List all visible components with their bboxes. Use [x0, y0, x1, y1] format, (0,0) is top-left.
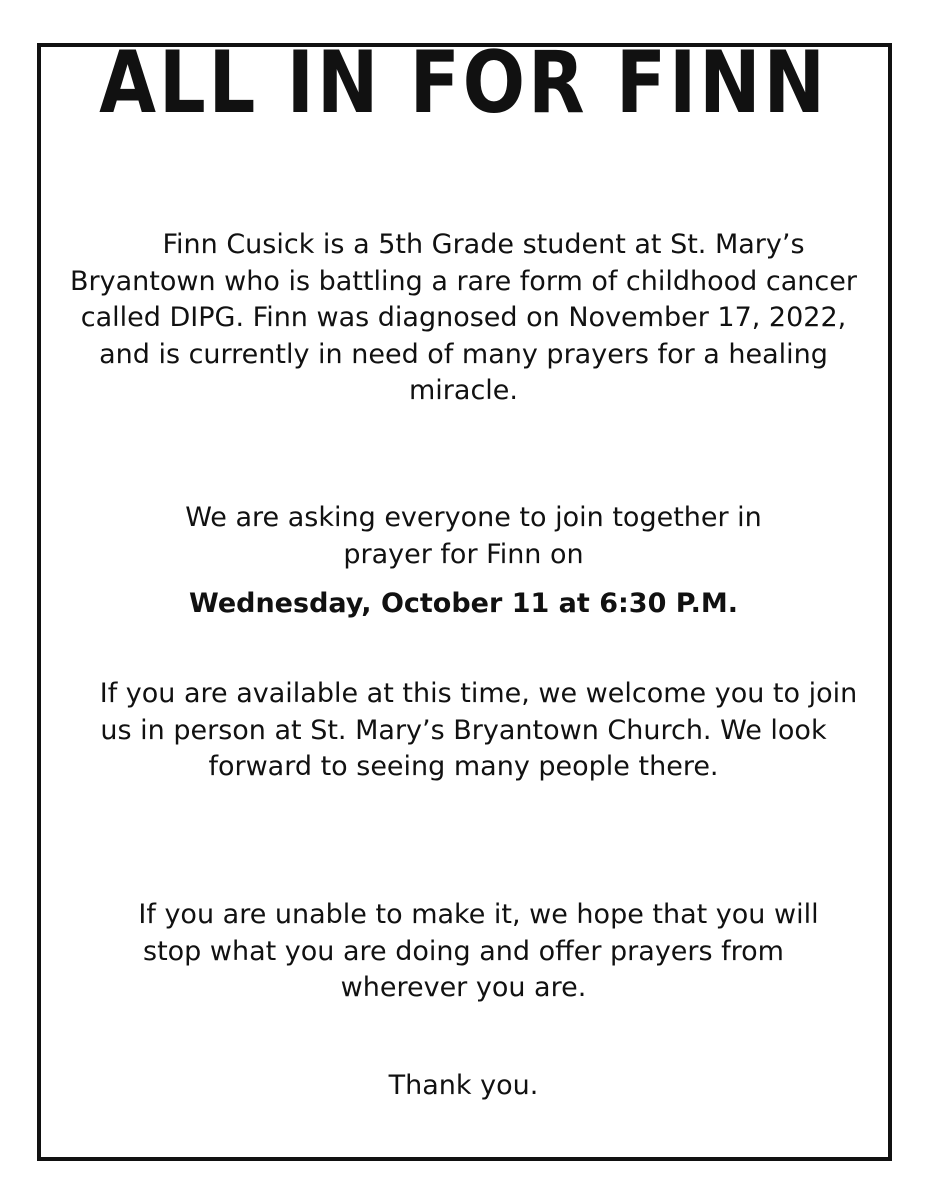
intro-paragraph: Finn Cusick is a 5th Grade student at St. Mary’s Bryantown who is battling a rare form of childhood cancer called DIPG. Finn was diagnosed on November 17, 2022, and is currently in need of many prayers for a healing miracle. [70, 229, 857, 406]
remote-prayer-paragraph: If you are unable to make it, we hope that you will stop what you are doing and offer prayers from wherever you are. [138, 899, 819, 1003]
event-date-time: Wednesday, October 11 at 6:30 P.M. [189, 588, 738, 619]
in-person-paragraph: If you are available at this time, we welcome you to join us in person at St. Mary’s Bryantown Church. We look forward to seeing many people there. [99, 678, 858, 782]
invitation-paragraph: We are asking everyone to join together in prayer for Finn on [185, 502, 762, 570]
thank-you: Thank you. [388, 1070, 539, 1101]
flyer-title: ALL IN FOR FINN [99, 33, 828, 133]
